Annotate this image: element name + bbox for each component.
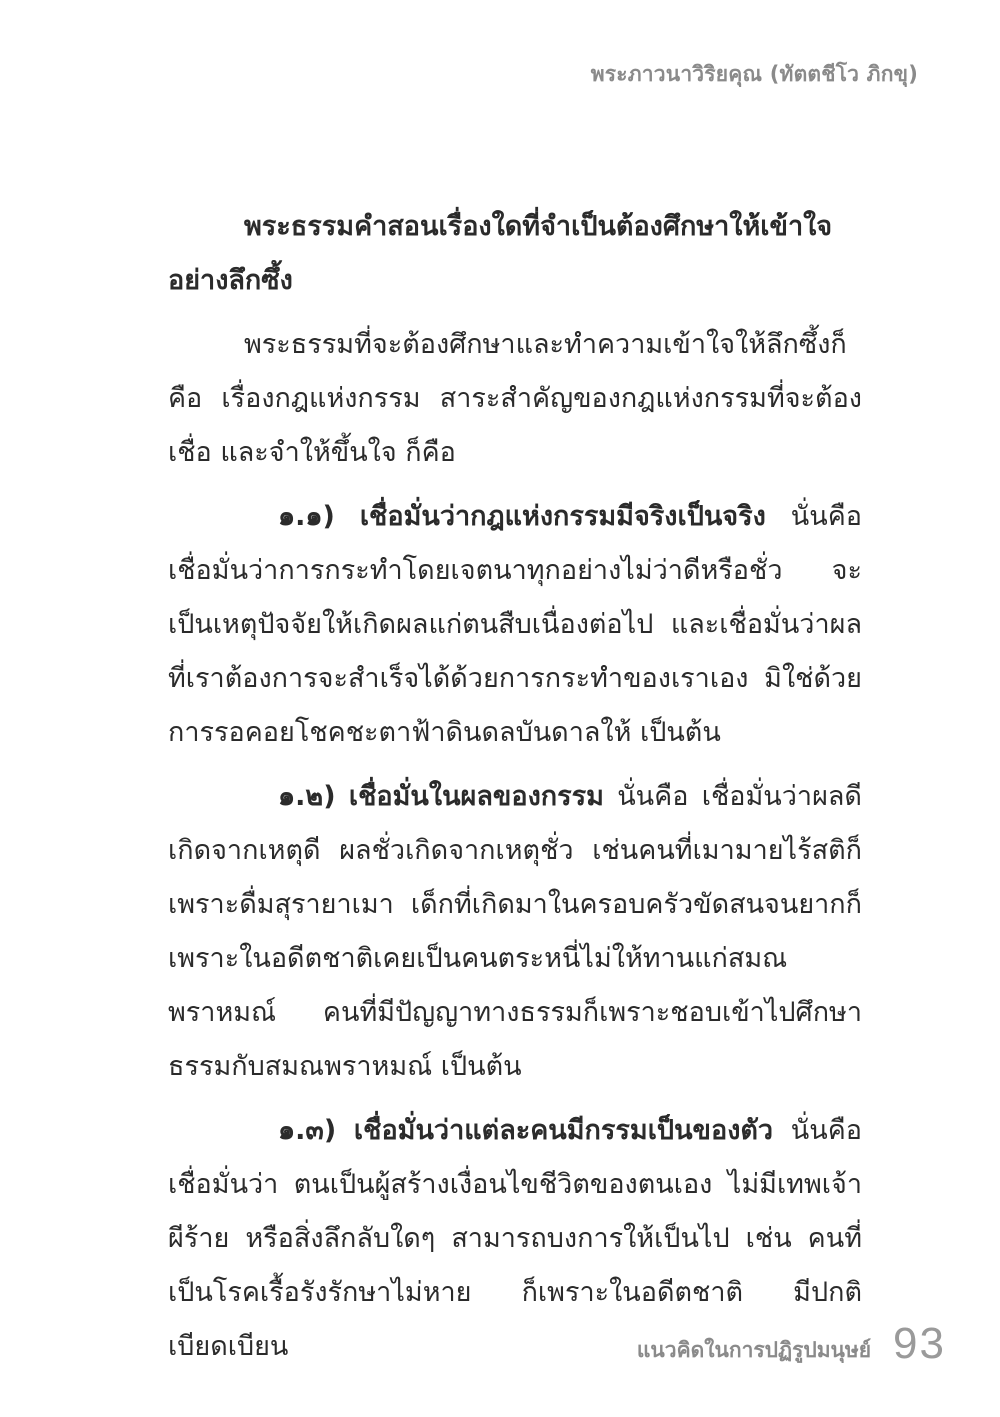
section-title: พระธรรมคำสอนเรื่องใดที่จำเป็นต้องศึกษาให้เข้าใจอย่างลึกซึ้ง — [168, 211, 833, 296]
footer-book-title: แนวคิดในการปฏิรูปมนุษย์ — [636, 1337, 872, 1362]
list-item — [168, 770, 862, 1094]
item-heading: เชื่อมั่นว่ากฎแห่งกรรมมีจริงเป็นจริง — [359, 501, 766, 532]
item-heading: เชื่อมั่นว่าแต่ละคนมีกรรมเป็นของตัว — [353, 1115, 774, 1146]
item-body: นั่นคือ เชื่อมั่นว่า ตนเป็นผู้สร้างเงื่อนไขชีวิตของตนเอง ไม่มีเทพเจ้าผีร้าย หรือสิ่งลึกลับใดๆ สามารถบงการให้เป็นไป เช่น คนที่เป็นโรคเรื้อรังรักษาไม่หาย ก็เพราะในอดีตชาติ มีปกติเบียดเบียน — [168, 1115, 862, 1362]
item-number: ๑.๑) — [278, 501, 335, 532]
item-body: นั่นคือ เชื่อมั่นว่าการกระทำโดยเจตนาทุกอย่างไม่ว่าดีหรือชั่ว จะเป็นเหตุปัจจัยให้เกิดผลแก่ตนสืบเนื่องต่อไป และเชื่อมั่นว่าผลที่เราต้องการจะสำเร็จได้ด้วยการกระทำของเราเอง มิใช่ด้วยการรอคอยโชคชะตาฟ้าดินดลบันดาลให้ เป็นต้น — [168, 501, 862, 748]
item-body: นั่นคือ เชื่อมั่นว่าผลดีเกิดจากเหตุดี ผลชั่วเกิดจากเหตุชั่ว เช่นคนที่เมามายไร้สติก็เพราะดื่มสุรายาเมา เด็กที่เกิดมาในครอบครัวขัดสนจนยากก็เพราะในอดีตชาติเคยเป็นคนตระหนี่ไม่ให้ทานแก่สมณพราหมณ์ คนที่มีปัญญาทางธรรมก็เพราะชอบเข้าไปศึกษาธรรมกับสมณพราหมณ์ เป็นต้น — [168, 781, 862, 1082]
running-header: พระภาวนาวิริยคุณ (ทัตตชีโว ภิกขุ) — [590, 62, 918, 86]
item-number: ๑.๓) — [278, 1115, 337, 1146]
item-number: ๑.๒) — [278, 781, 336, 812]
item-heading: เชื่อมั่นในผลของกรรม — [348, 781, 604, 812]
list-item — [168, 490, 862, 760]
page-number: 93 — [893, 1319, 946, 1368]
intro-paragraph: พระธรรมที่จะต้องศึกษาและทำความเข้าใจให้ลึกซึ้งก็คือ เรื่องกฎแห่งกรรม สาระสำคัญของกฎแห่งกรรมที่จะต้องเชื่อ และจำให้ขึ้นใจ ก็คือ — [168, 329, 862, 468]
page-footer — [637, 1314, 946, 1374]
page-body — [168, 200, 862, 1384]
